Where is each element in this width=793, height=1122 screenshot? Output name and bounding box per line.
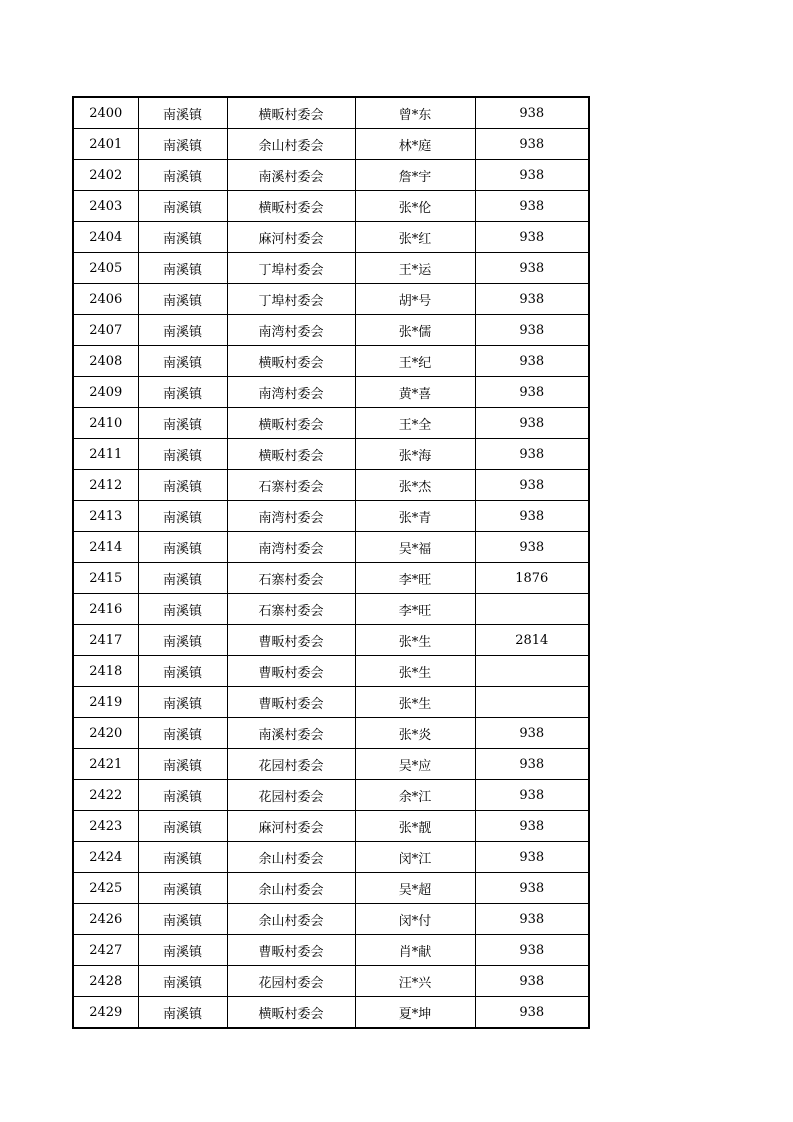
village-cell: 麻河村委会 [227, 811, 355, 842]
table-row [73, 842, 589, 873]
table-row [73, 284, 589, 315]
row-number-cell: 2422 [73, 780, 138, 811]
village-cell: 石寨村委会 [227, 470, 355, 501]
name-cell: 张*生 [355, 656, 475, 687]
row-number-cell: 2418 [73, 656, 138, 687]
amount-cell: 938 [475, 904, 589, 935]
row-number-cell: 2407 [73, 315, 138, 346]
town-cell: 南溪镇 [138, 532, 227, 563]
amount-cell [475, 594, 589, 625]
row-number-cell: 2414 [73, 532, 138, 563]
village-cell: 横畈村委会 [227, 997, 355, 1029]
name-cell: 张*海 [355, 439, 475, 470]
village-cell: 余山村委会 [227, 873, 355, 904]
table-row [73, 253, 589, 284]
town-cell: 南溪镇 [138, 780, 227, 811]
town-cell: 南溪镇 [138, 656, 227, 687]
town-cell: 南溪镇 [138, 718, 227, 749]
amount-cell: 938 [475, 997, 589, 1029]
row-number-cell: 2403 [73, 191, 138, 222]
town-cell: 南溪镇 [138, 594, 227, 625]
amount-cell: 938 [475, 780, 589, 811]
village-cell: 曹畈村委会 [227, 935, 355, 966]
amount-cell: 1876 [475, 563, 589, 594]
name-cell: 黄*喜 [355, 377, 475, 408]
village-cell: 南湾村委会 [227, 501, 355, 532]
village-cell: 石寨村委会 [227, 563, 355, 594]
table-row [73, 501, 589, 532]
table-row [73, 222, 589, 253]
amount-cell: 938 [475, 377, 589, 408]
name-cell: 吴*超 [355, 873, 475, 904]
table-row [73, 687, 589, 718]
name-cell: 闵*付 [355, 904, 475, 935]
amount-cell: 938 [475, 935, 589, 966]
amount-cell: 938 [475, 222, 589, 253]
town-cell: 南溪镇 [138, 873, 227, 904]
town-cell: 南溪镇 [138, 935, 227, 966]
village-cell: 余山村委会 [227, 842, 355, 873]
table-row [73, 191, 589, 222]
table-row [73, 408, 589, 439]
village-cell: 南湾村委会 [227, 315, 355, 346]
village-cell: 花园村委会 [227, 780, 355, 811]
village-cell: 南溪村委会 [227, 160, 355, 191]
town-cell: 南溪镇 [138, 315, 227, 346]
name-cell: 肖*献 [355, 935, 475, 966]
table-body [73, 97, 589, 1028]
name-cell: 王*运 [355, 253, 475, 284]
table-row [73, 718, 589, 749]
amount-cell: 938 [475, 532, 589, 563]
row-number-cell: 2408 [73, 346, 138, 377]
village-cell: 曹畈村委会 [227, 656, 355, 687]
row-number-cell: 2423 [73, 811, 138, 842]
name-cell: 张*杰 [355, 470, 475, 501]
name-cell: 王*全 [355, 408, 475, 439]
table-row [73, 625, 589, 656]
name-cell: 詹*宇 [355, 160, 475, 191]
row-number-cell: 2416 [73, 594, 138, 625]
town-cell: 南溪镇 [138, 222, 227, 253]
amount-cell: 938 [475, 129, 589, 160]
village-cell: 南湾村委会 [227, 532, 355, 563]
town-cell: 南溪镇 [138, 160, 227, 191]
table-row [73, 97, 589, 129]
row-number-cell: 2415 [73, 563, 138, 594]
town-cell: 南溪镇 [138, 408, 227, 439]
name-cell: 胡*号 [355, 284, 475, 315]
village-cell: 花园村委会 [227, 749, 355, 780]
name-cell: 曾*东 [355, 97, 475, 129]
table-row [73, 377, 589, 408]
table-row [73, 873, 589, 904]
table-row [73, 129, 589, 160]
village-cell: 花园村委会 [227, 966, 355, 997]
row-number-cell: 2421 [73, 749, 138, 780]
amount-cell: 938 [475, 718, 589, 749]
table-row [73, 904, 589, 935]
amount-cell: 938 [475, 842, 589, 873]
town-cell: 南溪镇 [138, 563, 227, 594]
amount-cell: 938 [475, 160, 589, 191]
town-cell: 南溪镇 [138, 191, 227, 222]
name-cell: 张*伦 [355, 191, 475, 222]
town-cell: 南溪镇 [138, 687, 227, 718]
name-cell: 夏*坤 [355, 997, 475, 1029]
table-row [73, 160, 589, 191]
amount-cell: 938 [475, 284, 589, 315]
table-row [73, 315, 589, 346]
row-number-cell: 2428 [73, 966, 138, 997]
village-cell: 南溪村委会 [227, 718, 355, 749]
row-number-cell: 2425 [73, 873, 138, 904]
amount-cell: 938 [475, 749, 589, 780]
row-number-cell: 2424 [73, 842, 138, 873]
town-cell: 南溪镇 [138, 966, 227, 997]
town-cell: 南溪镇 [138, 811, 227, 842]
name-cell: 吴*应 [355, 749, 475, 780]
amount-cell: 938 [475, 346, 589, 377]
town-cell: 南溪镇 [138, 842, 227, 873]
town-cell: 南溪镇 [138, 97, 227, 129]
town-cell: 南溪镇 [138, 253, 227, 284]
table-row [73, 532, 589, 563]
village-cell: 石寨村委会 [227, 594, 355, 625]
amount-cell: 938 [475, 191, 589, 222]
amount-cell: 938 [475, 966, 589, 997]
name-cell: 张*红 [355, 222, 475, 253]
amount-cell: 938 [475, 253, 589, 284]
village-cell: 南湾村委会 [227, 377, 355, 408]
village-cell: 余山村委会 [227, 904, 355, 935]
village-cell: 余山村委会 [227, 129, 355, 160]
town-cell: 南溪镇 [138, 749, 227, 780]
table-row [73, 935, 589, 966]
town-cell: 南溪镇 [138, 284, 227, 315]
row-number-cell: 2426 [73, 904, 138, 935]
row-number-cell: 2404 [73, 222, 138, 253]
amount-cell: 2814 [475, 625, 589, 656]
name-cell: 李*旺 [355, 563, 475, 594]
name-cell: 闵*江 [355, 842, 475, 873]
town-cell: 南溪镇 [138, 501, 227, 532]
table-row [73, 346, 589, 377]
name-cell: 张*生 [355, 687, 475, 718]
row-number-cell: 2405 [73, 253, 138, 284]
village-cell: 丁埠村委会 [227, 253, 355, 284]
amount-cell: 938 [475, 408, 589, 439]
row-number-cell: 2429 [73, 997, 138, 1029]
village-cell: 横畈村委会 [227, 346, 355, 377]
town-cell: 南溪镇 [138, 997, 227, 1029]
row-number-cell: 2412 [73, 470, 138, 501]
amount-cell [475, 687, 589, 718]
table-row [73, 966, 589, 997]
table-row [73, 594, 589, 625]
town-cell: 南溪镇 [138, 625, 227, 656]
table-row [73, 811, 589, 842]
name-cell: 吴*福 [355, 532, 475, 563]
name-cell: 张*儒 [355, 315, 475, 346]
village-cell: 横畈村委会 [227, 439, 355, 470]
town-cell: 南溪镇 [138, 377, 227, 408]
row-number-cell: 2406 [73, 284, 138, 315]
name-cell: 余*江 [355, 780, 475, 811]
name-cell: 李*旺 [355, 594, 475, 625]
name-cell: 张*生 [355, 625, 475, 656]
row-number-cell: 2420 [73, 718, 138, 749]
row-number-cell: 2411 [73, 439, 138, 470]
name-cell: 张*炎 [355, 718, 475, 749]
row-number-cell: 2419 [73, 687, 138, 718]
row-number-cell: 2402 [73, 160, 138, 191]
table-row [73, 749, 589, 780]
village-cell: 横畈村委会 [227, 191, 355, 222]
name-cell: 汪*兴 [355, 966, 475, 997]
village-cell: 麻河村委会 [227, 222, 355, 253]
amount-cell [475, 656, 589, 687]
name-cell: 张*青 [355, 501, 475, 532]
amount-cell: 938 [475, 501, 589, 532]
row-number-cell: 2410 [73, 408, 138, 439]
row-number-cell: 2400 [73, 97, 138, 129]
amount-cell: 938 [475, 315, 589, 346]
amount-cell: 938 [475, 811, 589, 842]
amount-cell: 938 [475, 97, 589, 129]
town-cell: 南溪镇 [138, 439, 227, 470]
village-cell: 横畈村委会 [227, 408, 355, 439]
amount-cell: 938 [475, 873, 589, 904]
row-number-cell: 2409 [73, 377, 138, 408]
table-row [73, 780, 589, 811]
table-row [73, 997, 589, 1029]
village-cell: 曹畈村委会 [227, 625, 355, 656]
town-cell: 南溪镇 [138, 129, 227, 160]
row-number-cell: 2413 [73, 501, 138, 532]
village-cell: 曹畈村委会 [227, 687, 355, 718]
table-row [73, 470, 589, 501]
row-number-cell: 2417 [73, 625, 138, 656]
town-cell: 南溪镇 [138, 470, 227, 501]
town-cell: 南溪镇 [138, 904, 227, 935]
data-table [72, 96, 590, 1029]
table-row [73, 656, 589, 687]
amount-cell: 938 [475, 470, 589, 501]
name-cell: 林*庭 [355, 129, 475, 160]
row-number-cell: 2427 [73, 935, 138, 966]
village-cell: 横畈村委会 [227, 97, 355, 129]
village-cell: 丁埠村委会 [227, 284, 355, 315]
name-cell: 张*靓 [355, 811, 475, 842]
name-cell: 王*纪 [355, 346, 475, 377]
table-row [73, 439, 589, 470]
row-number-cell: 2401 [73, 129, 138, 160]
table-row [73, 563, 589, 594]
amount-cell: 938 [475, 439, 589, 470]
town-cell: 南溪镇 [138, 346, 227, 377]
